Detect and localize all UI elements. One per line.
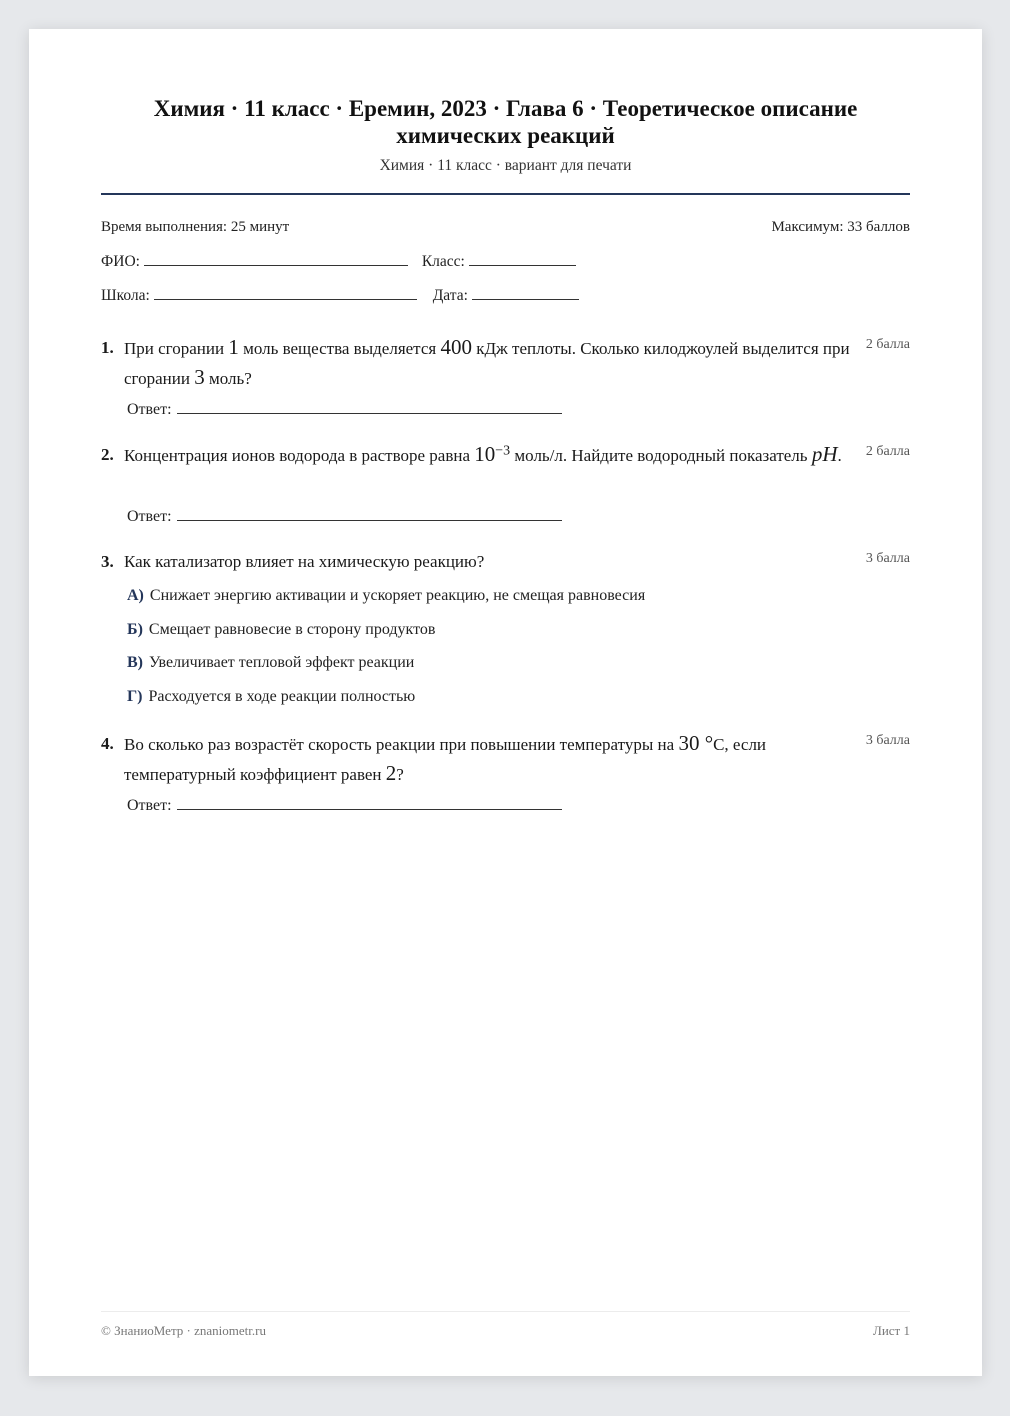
option-letter: А) [127, 587, 144, 604]
class-field[interactable] [422, 251, 576, 271]
question-points: 3 балла [865, 551, 910, 566]
date-input-line[interactable] [472, 285, 579, 300]
fio-input-line[interactable] [144, 251, 408, 266]
student-fields-row-2 [101, 285, 910, 305]
question-text: Во сколько раз возрастёт скорость реакции при повышении температуры на 30 °C, если температурный коэффициент равен 2? [124, 731, 767, 785]
question-number: 4. [101, 734, 114, 753]
question-number: 2. [101, 445, 114, 464]
school-input-line[interactable] [154, 285, 417, 300]
time-limit: Время выполнения: 25 минут [101, 219, 290, 235]
date-label: Дата: [432, 287, 468, 304]
max-score: Максимум: 33 баллов [771, 219, 910, 235]
option-d[interactable] [127, 688, 415, 706]
question-text: Как катализатор влияет на химическую реакцию? [124, 552, 485, 571]
answer-input-line[interactable] [177, 510, 562, 521]
question-1 [101, 333, 910, 393]
answer-label: Ответ: [127, 508, 172, 525]
question-points: 3 балла [865, 733, 910, 748]
page-subtitle: Химия · 11 класс · вариант для печати [379, 157, 632, 174]
option-letter: Г) [127, 688, 143, 705]
class-label: Класс: [421, 253, 465, 270]
option-text: Расходуется в ходе реакции полностью [148, 688, 416, 705]
meta-row [101, 219, 910, 236]
answer-field-2[interactable] [127, 508, 562, 526]
answer-input-line[interactable] [177, 403, 562, 414]
question-number: 1. [101, 338, 114, 357]
question-points: 2 балла [865, 337, 910, 352]
option-letter: Б) [127, 621, 143, 638]
option-b[interactable] [127, 621, 435, 639]
question-2 [101, 440, 910, 470]
school-label: Школа: [101, 287, 150, 304]
page-title: Химия · 11 класс · Еремин, 2023 · Глава 6 · Теоретическое описание химических реакций [153, 96, 858, 148]
option-text: Увеличивает тепловой эффект реакции [149, 654, 415, 671]
question-text: При сгорании 1 моль вещества выделяется 400 кДж теплоты. Сколько килоджоулей выделится при сгорании 3 моль? [124, 335, 850, 389]
option-text: Снижает энергию активации и ускоряет реакцию, не смещая равновесия [149, 587, 646, 604]
question-4 [101, 729, 910, 789]
header-divider [101, 193, 910, 195]
fio-label: ФИО: [101, 253, 140, 270]
page-number: Лист 1 [873, 1323, 910, 1338]
date-field[interactable] [433, 285, 579, 305]
footer-divider [101, 1311, 910, 1312]
footer-copyright: © ЗнаниоМетр · znaniometr.ru [101, 1323, 266, 1338]
option-a[interactable] [127, 587, 645, 605]
school-field[interactable] [101, 285, 417, 305]
question-text: Концентрация ионов водорода в растворе равна $10^{-3}$ моль/л. Найдите водородный показатель pH. [124, 442, 842, 466]
fio-field[interactable] [101, 251, 408, 271]
worksheet-page [29, 29, 982, 1376]
question-number: 3. [101, 552, 114, 571]
answer-label: Ответ: [127, 401, 172, 418]
answer-field-1[interactable] [127, 401, 562, 419]
question-3 [101, 547, 910, 576]
option-c[interactable] [127, 654, 414, 672]
class-input-line[interactable] [469, 251, 576, 266]
option-letter: В) [127, 654, 143, 671]
option-text: Смещает равновесие в сторону продуктов [148, 621, 436, 638]
answer-field-4[interactable] [127, 797, 562, 815]
answer-label: Ответ: [127, 797, 172, 814]
answer-input-line[interactable] [177, 799, 562, 810]
question-points: 2 балла [865, 444, 910, 459]
student-fields-row-1 [101, 251, 910, 271]
